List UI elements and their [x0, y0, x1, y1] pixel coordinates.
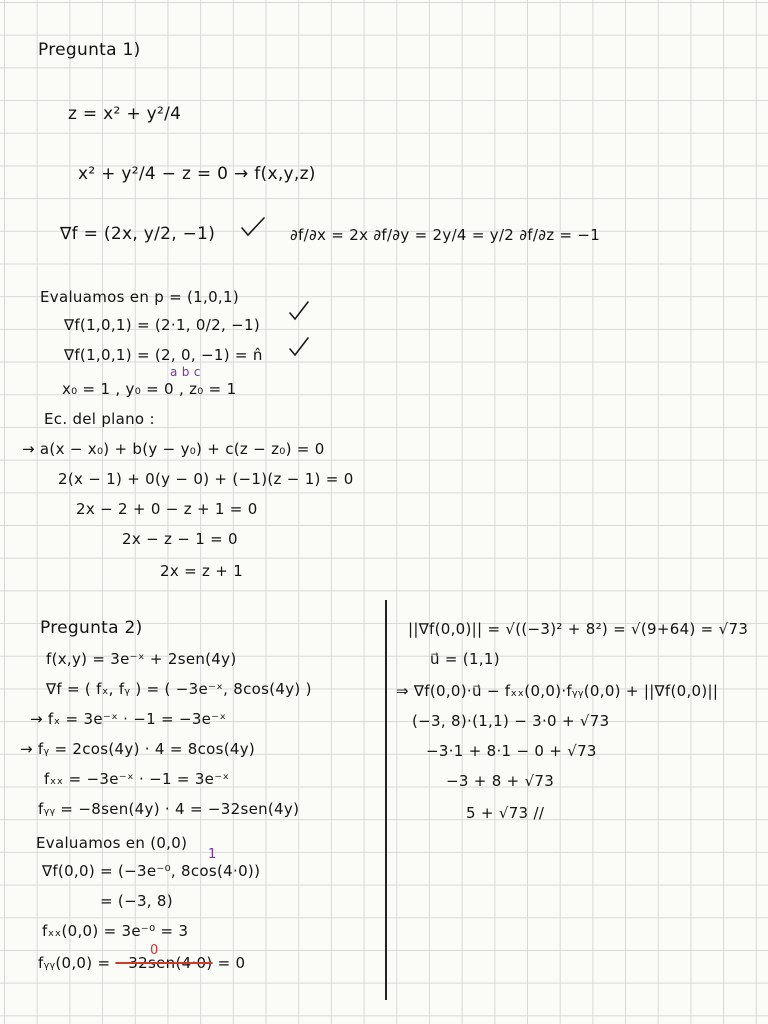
evaluate-origin: Evaluamos en (0,0): [36, 834, 188, 852]
fxx-at-origin: fₓₓ(0,0) = 3e⁻⁰ = 3: [42, 922, 189, 940]
abc-annotation: a b c: [170, 365, 201, 379]
gradient-eval-2: ∇f(1,0,1) = (2, 0, −1) = n̂: [64, 346, 263, 364]
right-step-2: −3·1 + 8·1 − 0 + √73: [426, 742, 597, 760]
fyy-derivative: fᵧᵧ = −8sen(4y) · 4 = −32sen(4y): [38, 800, 300, 818]
final-result: 5 + √73 //: [466, 804, 545, 822]
plane-step-3: 2x − z − 1 = 0: [122, 530, 238, 548]
right-step-3: −3 + 8 + √73: [446, 772, 555, 790]
column-divider: [385, 600, 387, 1000]
check-mark-icon: [288, 336, 310, 358]
annotation-one: 1: [208, 847, 217, 862]
gradient-expression: ∇f = (2x, y/2, −1): [60, 224, 216, 244]
plane-general-equation: → a(x − x₀) + b(y − y₀) + c(z − z₀) = 0: [22, 440, 325, 458]
plane-step-4: 2x = z + 1: [160, 562, 244, 580]
implicit-equation: x² + y²/4 − z = 0 → f(x,y,z): [78, 164, 316, 184]
gradient-definition: ∇f = ( fₓ, fᵧ ) = ( −3e⁻ˣ, 8cos(4y) ): [46, 680, 312, 698]
check-mark-icon: [288, 300, 310, 322]
annotation-zero: 0: [150, 943, 159, 958]
plane-label: Ec. del plano :: [44, 410, 155, 428]
pregunta-1-title: Pregunta 1): [38, 40, 141, 60]
point-coordinates: x₀ = 1 , y₀ = 0 , z₀ = 1: [62, 380, 237, 398]
gradient-at-origin: ∇f(0,0) = (−3e⁻⁰, 8cos(4·0)): [42, 862, 261, 880]
check-mark-icon: [240, 216, 266, 238]
plane-step-1: 2(x − 1) + 0(y − 0) + (−1)(z − 1) = 0: [58, 470, 354, 488]
fyy-eval-struck: −32sen(4·0): [115, 954, 213, 972]
fxx-derivative: fₓₓ = −3e⁻ˣ · −1 = 3e⁻ˣ: [44, 770, 230, 788]
fy-derivative: → fᵧ = 2cos(4y) · 4 = 8cos(4y): [20, 740, 256, 758]
gradient-result: = (−3, 8): [100, 892, 173, 910]
gradient-eval-1: ∇f(1,0,1) = (2·1, 0/2, −1): [64, 316, 260, 334]
function-definition: f(x,y) = 3e⁻ˣ + 2sen(4y): [46, 650, 237, 668]
gradient-norm: ||∇f(0,0)|| = √((−3)² + 8²) = √(9+64) = √73: [408, 620, 749, 638]
plane-step-2: 2x − 2 + 0 − z + 1 = 0: [76, 500, 258, 518]
evaluate-point: Evaluamos en p = (1,0,1): [40, 288, 239, 306]
fyy-at-origin: [38, 956, 245, 971]
partial-derivatives: ∂f/∂x = 2x ∂f/∂y = 2y/4 = y/2 ∂f/∂z = −1: [290, 226, 601, 244]
fyy-eval-prefix: fᵧᵧ(0,0) =: [38, 954, 111, 972]
fyy-eval-result: = 0: [217, 954, 246, 972]
direction-vector: u⃗ = (1,1): [430, 650, 500, 668]
combined-formula: ⇒ ∇f(0,0)·u⃗ − fₓₓ(0,0)·fᵧᵧ(0,0) + ||∇f(0,0)||: [396, 682, 719, 700]
right-step-1: (−3, 8)·(1,1) − 3·0 + √73: [412, 712, 610, 730]
pregunta-2-title: Pregunta 2): [40, 618, 143, 638]
surface-equation: z = x² + y²/4: [68, 104, 182, 124]
fx-derivative: → fₓ = 3e⁻ˣ · −1 = −3e⁻ˣ: [30, 710, 227, 728]
